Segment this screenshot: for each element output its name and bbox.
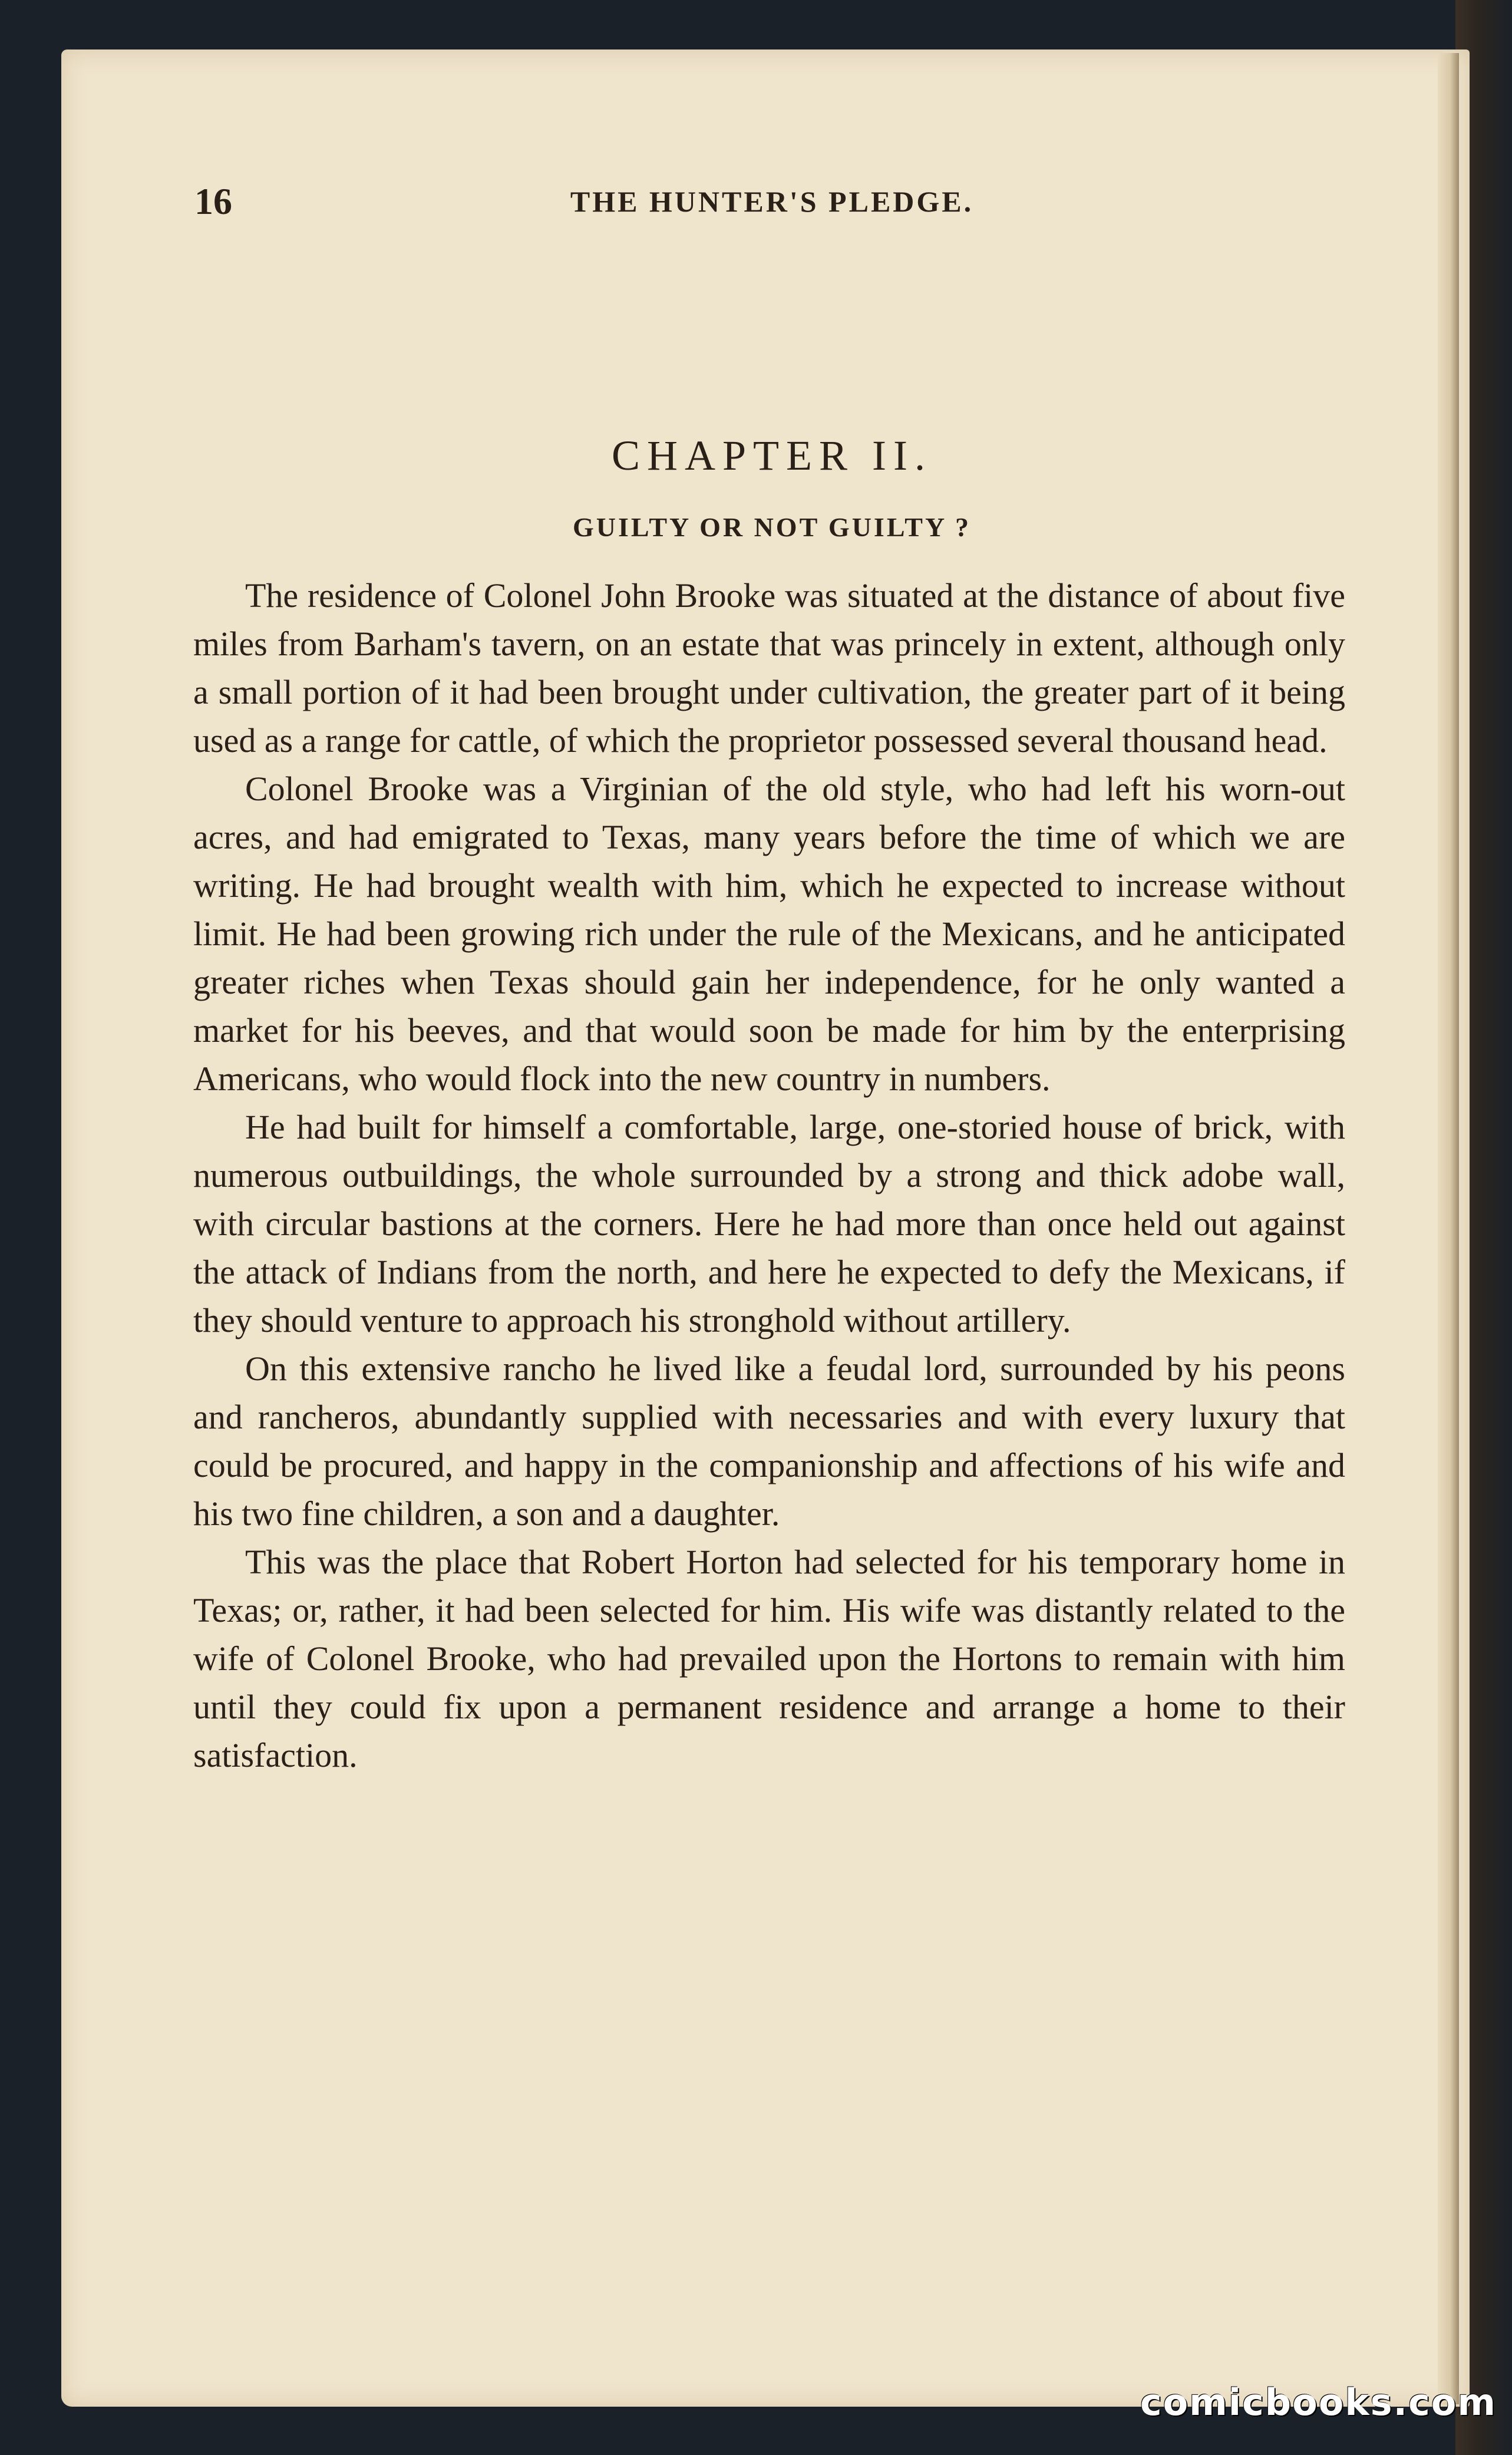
chapter-body <box>193 572 1345 1780</box>
chapter-subtitle: GUILTY OR NOT GUILTY ? <box>573 512 971 542</box>
page-edge <box>1438 53 1459 2404</box>
paragraph: This was the place that Robert Horton had selected for his temporary home in Texas; or, rather, it had been selected for him. His wife was distantly related to the wife of Colonel Brooke, who had prevailed upon the Hortons to remain with him until they could fix upon a permanent residence and arrange a home to their satisfaction. <box>193 1543 1345 1774</box>
running-title: THE HUNTER'S PLEDGE. <box>570 185 974 218</box>
page-number: 16 <box>194 180 232 222</box>
paragraph: He had built for himself a comfortable, large, one-storied house of brick, with numerous outbuildings, the whole surrounded by a strong and thick adobe wall, with circular bastions at the corners. Here he had more than once held out against the attack of Indians from the north, and here he expected to defy the Mexicans, if they should venture to approach his stronghold without artillery. <box>193 1108 1345 1339</box>
paragraph: The residence of Colonel John Brooke was situated at the distance of about five miles from Barham's tavern, on an estate that was princely in extent, although only a small portion of it had been brought under cultivation, the greater part of it being used as a range for cattle, of which the proprietor possessed several thousand head. <box>193 576 1345 760</box>
paragraph: Colonel Brooke was a Virginian of the old style, who had left his worn-out acres, and had emigrated to Texas, many years before the time of which we are writing. He had brought wealth with him, which he expected to increase without limit. He had been growing rich under the rule of the Mexicans, and he anticipated greater riches when Texas should gain her independence, for he only wanted a market for his beeves, and that would soon be made for him by the enterprising Americans, who would flock into the new country in numbers. <box>193 770 1345 1098</box>
running-head <box>194 180 1349 227</box>
site-watermark: comicbooks.com <box>1140 2381 1497 2424</box>
paragraph: On this extensive rancho he lived like a feudal lord, surrounded by his peons and rancheros, abundantly supplied with necessaries and with every luxury that could be procured, and happy in the companionship and affections of his wife and his two fine children, a son and a daughter. <box>193 1349 1345 1533</box>
chapter-heading: CHAPTER II. <box>612 432 932 479</box>
